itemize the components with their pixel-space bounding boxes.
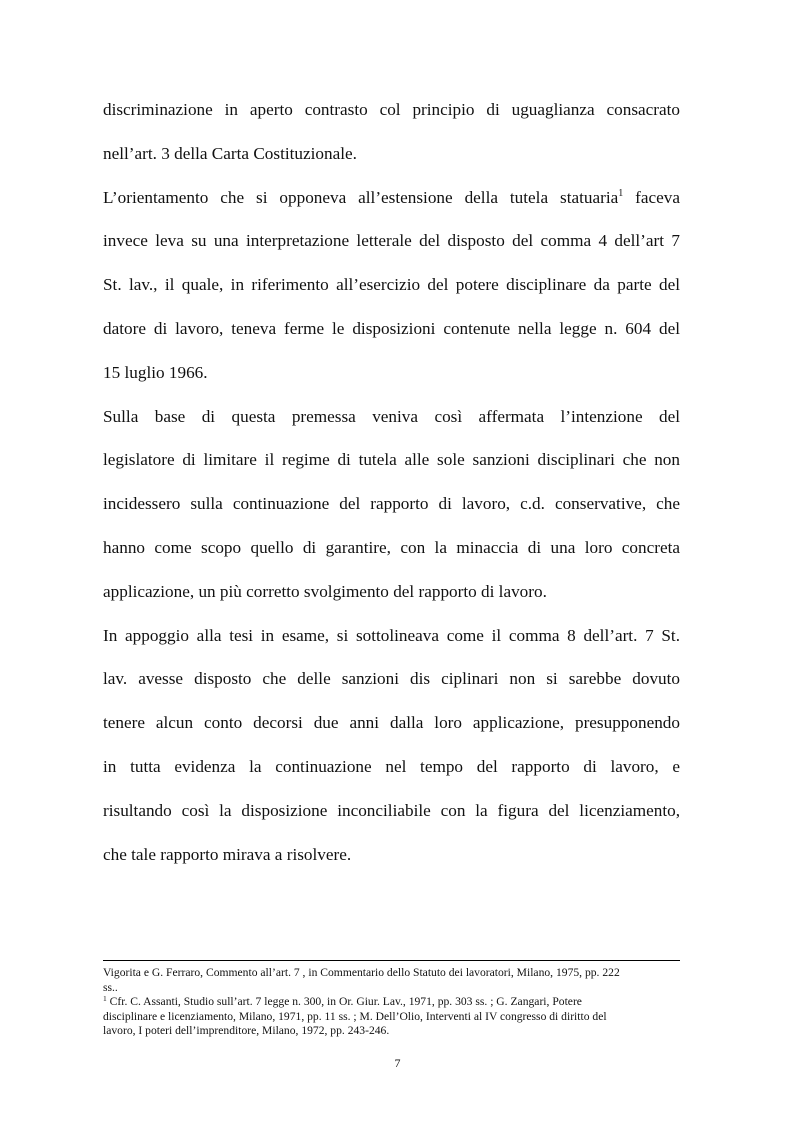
body-text [103,88,680,876]
text-line: legislatore di limitare il regime di tutela alle sole sanzioni disciplinari che non [103,450,680,470]
text-line: tenere alcun conto decorsi due anni dalla loro applicazione, presupponendo [103,713,680,733]
text-line: datore di lavoro, teneva ferme le disposizioni contenute nella legge n. 604 del [103,318,680,338]
footnotes [103,966,680,1039]
paragraph-3 [103,395,680,614]
footnote-1 [103,995,680,1039]
paragraph-1 [103,88,680,176]
paragraph-2 [103,176,680,395]
footnote-text: Cfr. C. Assanti, Studio sull’art. 7 legge n. 300, in Or. Giur. Lav., 1971, pp. 303 ss. ; G. Zangari, Potere [106,995,582,1009]
text-segment: faceva [623,187,680,207]
footnote-line [103,995,680,1010]
text-line: risultando così la disposizione inconciliabile con la figura del licenziamento, [103,800,680,820]
text-line: che tale rapporto mirava a risolvere. [103,844,352,864]
text-line: in tutta evidenza la continuazione nel tempo del rapporto di lavoro, e [103,756,680,776]
footnote-continued [103,966,680,995]
text-line: nell’art. 3 della Carta Costituzionale. [103,143,357,163]
footnote-separator [103,960,680,961]
footnote-reference: 1 [618,187,624,199]
text-line: Sulla base di questa premessa veniva così affermata l’intenzione del [103,406,680,426]
footnote-line: ss.. [103,980,118,994]
footnote-line: lavoro, I poteri dell’imprenditore, Milano, 1972, pp. 243-246. [103,1024,390,1038]
text-line: discriminazione in aperto contrasto col principio di uguaglianza consacrato [103,100,680,119]
text-line: invece leva su una interpretazione letterale del disposto del comma 4 dell’art 7 [103,231,680,251]
text-line: In appoggio alla tesi in esame, si sottolineava come il comma 8 dell’art. 7 St. [103,625,680,645]
footnote-marker: 1 [103,994,107,1004]
text-segment: L’orientamento che si opponeva all’estensione della tutela statuaria [103,187,619,207]
page-number: 7 [394,1056,401,1070]
text-line: lav. avesse disposto che delle sanzioni dis ciplinari non si sarebbe dovuto [103,669,680,689]
text-line [103,176,680,220]
text-line: St. lav., il quale, in riferimento all’esercizio del potere disciplinare da parte del [103,275,680,295]
text-line: hanno come scopo quello di garantire, con la minaccia di una loro concreta [103,537,680,557]
text-line: applicazione, un più corretto svolgimento del rapporto di lavoro. [103,581,547,601]
footnote-line: disciplinare e licenziamento, Milano, 1971, pp. 11 ss. ; M. Dell’Olio, Interventi al IV congresso di diritto del [103,1009,607,1023]
text-line: incidessero sulla continuazione del rapporto di lavoro, c.d. conservative, che [103,494,680,514]
text-line: 15 luglio 1966. [103,362,208,382]
footnote-line: Vigorita e G. Ferraro, Commento all’art. 7 , in Commentario dello Statuto dei lavoratori, Milano, 1975, pp. 222 [103,966,620,979]
paragraph-4 [103,614,680,877]
